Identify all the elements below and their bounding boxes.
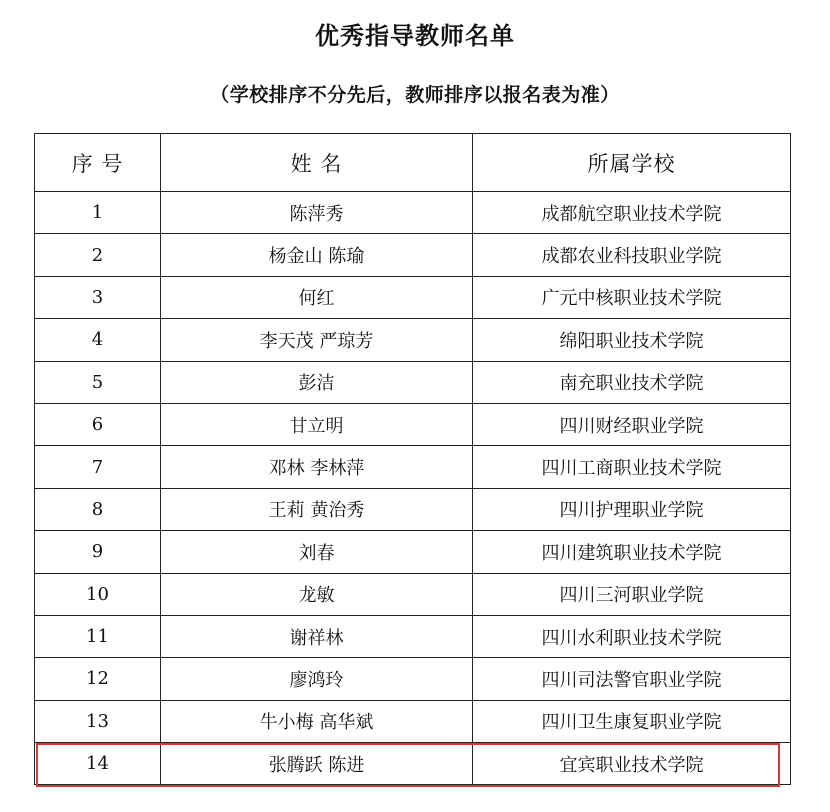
page-title: 优秀指导教师名单 <box>315 22 515 50</box>
row-school: 四川护理职业学院 <box>473 488 791 530</box>
row-school: 四川水利职业技术学院 <box>473 615 791 657</box>
row-index: 13 <box>35 700 161 742</box>
row-index: 4 <box>35 319 161 361</box>
column-header-index: 序 号 <box>35 134 161 192</box>
table-row <box>35 615 791 657</box>
row-teacher-names: 甘立明 <box>161 403 473 445</box>
table-row <box>35 234 791 276</box>
column-header-school: 所属学校 <box>473 134 791 192</box>
row-teacher-names: 龙敏 <box>161 573 473 615</box>
row-school: 四川三河职业学院 <box>473 573 791 615</box>
table-row-highlighted <box>35 743 791 785</box>
table-row <box>35 276 791 318</box>
row-school: 四川卫生康复职业学院 <box>473 700 791 742</box>
row-index: 12 <box>35 658 161 700</box>
row-school: 四川工商职业技术学院 <box>473 446 791 488</box>
row-teacher-names: 牛小梅 高华斌 <box>161 700 473 742</box>
table-row <box>35 403 791 445</box>
row-index: 3 <box>35 276 161 318</box>
row-teacher-names: 邓林 李林萍 <box>161 446 473 488</box>
table-row <box>35 658 791 700</box>
teacher-roster-table <box>34 133 791 785</box>
row-index: 5 <box>35 361 161 403</box>
row-index: 2 <box>35 234 161 276</box>
column-header-name: 姓 名 <box>161 134 473 192</box>
row-index: 7 <box>35 446 161 488</box>
row-index: 14 <box>35 743 161 785</box>
row-school: 绵阳职业技术学院 <box>473 319 791 361</box>
row-index: 11 <box>35 615 161 657</box>
row-teacher-names: 陈萍秀 <box>161 192 473 234</box>
table-row <box>35 361 791 403</box>
row-teacher-names: 谢祥林 <box>161 615 473 657</box>
row-teacher-names: 张腾跃 陈进 <box>161 743 473 785</box>
row-teacher-names: 廖鸿玲 <box>161 658 473 700</box>
row-school: 四川司法警官职业学院 <box>473 658 791 700</box>
table-row <box>35 319 791 361</box>
row-school: 宜宾职业技术学院 <box>473 743 791 785</box>
table-row <box>35 700 791 742</box>
table-row <box>35 488 791 530</box>
table-header-row <box>35 134 791 192</box>
table-row <box>35 446 791 488</box>
row-index: 10 <box>35 573 161 615</box>
page-subtitle: （学校排序不分先后，教师排序以报名表为准） <box>210 84 620 106</box>
table-row <box>35 192 791 234</box>
table-row <box>35 573 791 615</box>
row-index: 1 <box>35 192 161 234</box>
row-index: 8 <box>35 488 161 530</box>
row-school: 四川建筑职业技术学院 <box>473 531 791 573</box>
row-school: 四川财经职业学院 <box>473 403 791 445</box>
row-teacher-names: 刘春 <box>161 531 473 573</box>
row-index: 6 <box>35 403 161 445</box>
row-school: 成都航空职业技术学院 <box>473 192 791 234</box>
row-school: 成都农业科技职业学院 <box>473 234 791 276</box>
row-teacher-names: 杨金山 陈瑜 <box>161 234 473 276</box>
row-teacher-names: 彭洁 <box>161 361 473 403</box>
row-index: 9 <box>35 531 161 573</box>
row-teacher-names: 李天茂 严琼芳 <box>161 319 473 361</box>
table-row <box>35 531 791 573</box>
row-teacher-names: 王莉 黄治秀 <box>161 488 473 530</box>
row-school: 广元中核职业技术学院 <box>473 276 791 318</box>
row-teacher-names: 何红 <box>161 276 473 318</box>
row-school: 南充职业技术学院 <box>473 361 791 403</box>
